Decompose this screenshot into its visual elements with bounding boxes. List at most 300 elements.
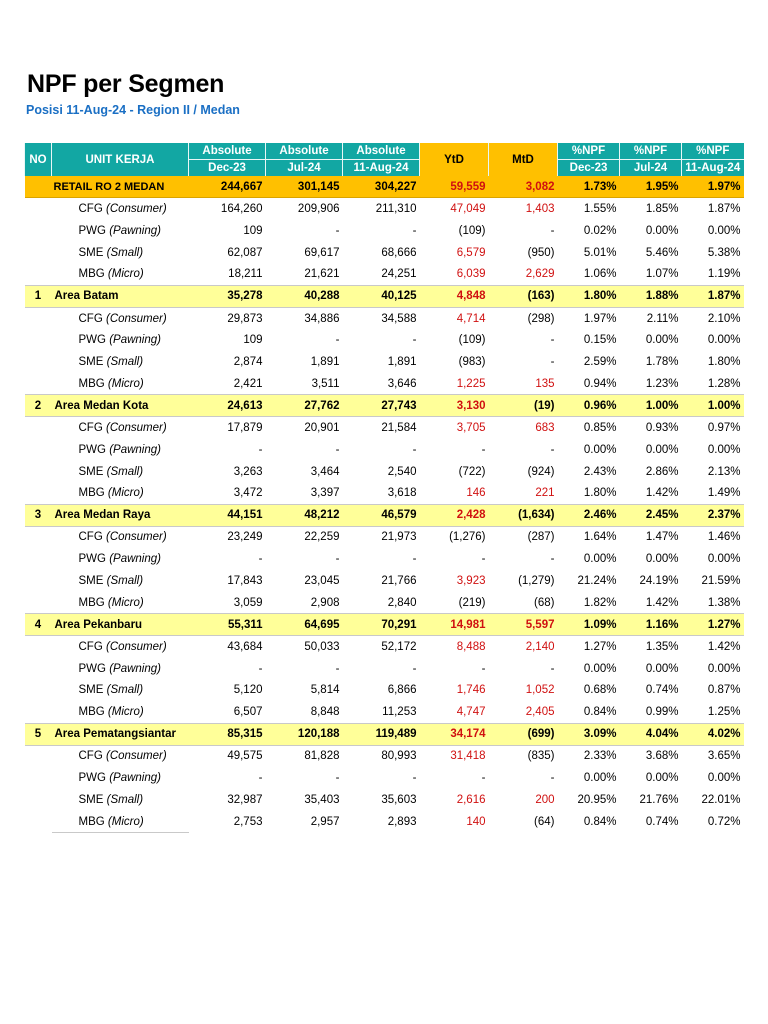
segment-desc: (Micro) [107, 377, 144, 390]
cell-abs-dec: 2,874 [233, 356, 263, 369]
segment-desc: (Small) [106, 465, 144, 478]
cell-abs-jul: - [335, 443, 340, 456]
cell-abs-jul: - [335, 771, 340, 784]
segment-row [25, 351, 744, 373]
retail-total-row [25, 176, 744, 198]
header-abs-dec-label: Absolute [189, 143, 266, 160]
cell-abs-jul: 120,188 [266, 723, 343, 745]
cell-npf-jul: 2.45% [620, 504, 682, 526]
cell-npf-aug: 1.80% [707, 356, 741, 369]
segment-code: SME [78, 465, 104, 478]
segment-desc: (Consumer) [105, 531, 167, 544]
cell-abs-dec: 2,421 [233, 377, 263, 390]
segment-code: SME [78, 246, 104, 259]
row-unit-kerja: Area Batam [52, 285, 189, 307]
cell-npf-dec: 20.95% [577, 793, 617, 806]
segment-row [25, 329, 744, 351]
segment-row [25, 570, 744, 592]
segment-code: PWG [78, 662, 106, 675]
cell-npf-jul: 2.86% [645, 465, 679, 478]
cell-npf-dec: 1.27% [583, 640, 617, 653]
row-no [25, 570, 52, 592]
segment-code: SME [78, 574, 104, 587]
row-no [25, 264, 52, 286]
cell-ytd: 3,923 [456, 574, 486, 587]
cell-npf-aug: 2.10% [707, 312, 741, 325]
cell-mtd: (163) [489, 285, 558, 307]
cell-abs-aug: 70,291 [343, 614, 420, 636]
row-unit-kerja [52, 351, 189, 373]
cell-npf-aug: 0.00% [707, 553, 741, 566]
cell-npf-aug: 1.42% [707, 640, 741, 653]
cell-npf-aug: 1.97% [682, 176, 744, 198]
cell-npf-aug: 0.97% [707, 421, 741, 434]
header-npf-jul: Jul-24 [620, 160, 682, 177]
segment-row [25, 461, 744, 483]
header-abs-aug: 11-Aug-24 [343, 160, 420, 177]
table-header [25, 143, 744, 176]
cell-ytd: 4,747 [456, 706, 486, 719]
segment-desc: (Pawning) [109, 224, 161, 237]
row-unit-kerja: Area Pekanbaru [52, 614, 189, 636]
row-unit-kerja [52, 242, 189, 264]
row-unit-kerja [52, 636, 189, 658]
cell-mtd: - [550, 356, 555, 369]
segment-row [25, 439, 744, 461]
cell-npf-aug: 1.38% [707, 596, 741, 609]
cell-abs-aug: 24,251 [381, 268, 417, 281]
cell-npf-aug: 0.00% [707, 771, 741, 784]
cell-abs-aug: 27,743 [343, 395, 420, 417]
cell-ytd: - [481, 443, 486, 456]
cell-abs-jul: 209,906 [297, 203, 340, 216]
cell-abs-jul: 27,762 [266, 395, 343, 417]
row-unit-kerja: Area Medan Raya [52, 504, 189, 526]
cell-ytd: - [481, 771, 486, 784]
segment-code: CFG [78, 312, 103, 325]
cell-abs-aug: 21,584 [381, 421, 417, 434]
header-npf-dec-label: %NPF [558, 143, 620, 160]
cell-abs-dec: 5,120 [233, 684, 263, 697]
row-unit-kerja [52, 220, 189, 242]
segment-row [25, 679, 744, 701]
cell-npf-aug: 1.46% [707, 531, 741, 544]
header-abs-dec: Dec-23 [189, 160, 266, 177]
cell-abs-aug: 34,588 [381, 312, 417, 325]
cell-ytd: 47,049 [450, 203, 486, 216]
cell-abs-dec: 18,211 [228, 268, 263, 281]
segment-code: MBG [78, 706, 105, 719]
cell-ytd: 59,559 [420, 176, 489, 198]
cell-abs-jul: 48,212 [266, 504, 343, 526]
cell-npf-jul: 1.95% [620, 176, 682, 198]
cell-abs-jul: 34,886 [304, 312, 340, 325]
cell-abs-aug: 35,603 [381, 793, 417, 806]
cell-npf-aug: 1.49% [707, 487, 741, 500]
cell-npf-jul: 0.00% [645, 662, 679, 675]
row-unit-kerja [52, 745, 189, 767]
cell-ytd: 34,174 [420, 723, 489, 745]
row-unit-kerja [52, 373, 189, 395]
row-unit-kerja: Area Pematangsiantar [52, 723, 189, 745]
cell-mtd: - [550, 224, 555, 237]
cell-npf-dec: 0.96% [558, 395, 620, 417]
row-unit-kerja [52, 548, 189, 570]
row-unit-kerja [52, 307, 189, 329]
cell-abs-jul: 3,511 [311, 377, 340, 390]
cell-abs-jul: - [335, 662, 340, 675]
cell-mtd: 135 [535, 377, 555, 390]
cell-ytd: (722) [458, 465, 486, 478]
cell-npf-dec: 2.33% [583, 750, 617, 763]
segment-row [25, 242, 744, 264]
row-no: 1 [25, 285, 52, 307]
cell-npf-jul: 1.47% [645, 531, 679, 544]
cell-abs-dec: 55,311 [189, 614, 266, 636]
cell-abs-dec: 109 [243, 224, 263, 237]
cell-abs-jul: 81,828 [304, 750, 340, 763]
row-unit-kerja [52, 461, 189, 483]
cell-ytd: (983) [458, 356, 486, 369]
segment-desc: (Pawning) [109, 334, 161, 347]
cell-npf-dec: 1.80% [558, 285, 620, 307]
segment-row [25, 636, 744, 658]
segment-row [25, 548, 744, 570]
cell-npf-aug: 0.72% [707, 815, 741, 828]
cell-mtd: 683 [535, 421, 555, 434]
cell-npf-dec: 1.06% [583, 268, 617, 281]
row-no [25, 701, 52, 723]
area-row [25, 614, 744, 636]
cell-abs-jul: 69,617 [304, 246, 340, 259]
segment-row [25, 264, 744, 286]
row-unit-kerja [52, 767, 189, 789]
cell-abs-dec: 29,873 [227, 312, 263, 325]
cell-npf-dec: 1.64% [583, 531, 617, 544]
cell-ytd: 14,981 [420, 614, 489, 636]
cell-npf-dec: 0.15% [583, 334, 617, 347]
segment-desc: (Consumer) [105, 203, 167, 216]
header-npf-aug-label: %NPF [682, 143, 744, 160]
cell-abs-dec: 62,087 [227, 246, 263, 259]
area-row [25, 723, 744, 745]
cell-ytd: (109) [458, 224, 486, 237]
segment-desc: (Small) [106, 574, 144, 587]
header-unit-kerja: UNIT KERJA [52, 143, 189, 176]
row-unit-kerja: RETAIL RO 2 MEDAN [52, 176, 189, 198]
cell-npf-dec: 1.73% [558, 176, 620, 198]
cell-abs-dec: 43,684 [227, 640, 263, 653]
cell-abs-jul: 35,403 [304, 793, 340, 806]
cell-npf-dec: 0.84% [583, 815, 617, 828]
cell-ytd: 4,848 [420, 285, 489, 307]
row-no [25, 526, 52, 548]
cell-mtd: 2,405 [525, 706, 555, 719]
header-abs-aug-label: Absolute [343, 143, 420, 160]
segment-row [25, 417, 744, 439]
cell-abs-dec: 49,575 [227, 750, 263, 763]
row-no [25, 198, 52, 220]
cell-npf-aug: 3.65% [707, 750, 741, 763]
cell-abs-aug: 40,125 [343, 285, 420, 307]
segment-code: MBG [78, 815, 105, 828]
segment-code: SME [78, 793, 104, 806]
cell-npf-jul: 0.00% [645, 224, 679, 237]
row-unit-kerja [52, 198, 189, 220]
row-no [25, 220, 52, 242]
segment-desc: (Pawning) [109, 662, 161, 675]
cell-abs-jul: 20,901 [304, 421, 340, 434]
cell-npf-aug: 21.59% [701, 574, 741, 587]
header-no: NO [25, 143, 52, 176]
segment-code: MBG [78, 596, 105, 609]
cell-npf-dec: 2.43% [583, 465, 617, 478]
segment-row [25, 198, 744, 220]
row-no [25, 417, 52, 439]
cell-mtd: (298) [527, 312, 555, 325]
segment-code: SME [78, 356, 104, 369]
cell-npf-dec: 2.59% [583, 356, 617, 369]
segment-row [25, 701, 744, 723]
cell-abs-dec: 24,613 [189, 395, 266, 417]
cell-npf-jul: 1.78% [645, 356, 679, 369]
row-no [25, 658, 52, 680]
cell-abs-jul: 50,033 [304, 640, 340, 653]
cell-abs-jul: 22,259 [304, 531, 340, 544]
header-abs-jul-label: Absolute [266, 143, 343, 160]
header-npf-dec: Dec-23 [558, 160, 620, 177]
area-row [25, 395, 744, 417]
cell-npf-jul: 0.00% [645, 553, 679, 566]
cell-abs-aug: 21,766 [381, 574, 417, 587]
cell-abs-dec: - [258, 553, 263, 566]
cell-npf-jul: 1.42% [645, 596, 679, 609]
cell-ytd: 4,714 [456, 312, 486, 325]
segment-row [25, 482, 744, 504]
row-no [25, 679, 52, 701]
cell-mtd: - [550, 443, 555, 456]
segment-row [25, 745, 744, 767]
cell-npf-aug: 1.25% [707, 706, 741, 719]
segment-code: MBG [78, 268, 105, 281]
cell-abs-dec: 44,151 [189, 504, 266, 526]
row-no [25, 373, 52, 395]
row-no [25, 811, 52, 833]
cell-npf-dec: 0.85% [583, 421, 617, 434]
cell-abs-dec: 2,753 [233, 815, 263, 828]
cell-abs-dec: - [258, 443, 263, 456]
segment-code: CFG [78, 750, 103, 763]
segment-code: PWG [78, 224, 106, 237]
segment-code: PWG [78, 771, 106, 784]
segment-desc: (Micro) [107, 268, 144, 281]
cell-npf-dec: 0.00% [583, 553, 617, 566]
cell-ytd: (1,276) [449, 531, 486, 544]
cell-abs-jul: 8,848 [310, 706, 340, 719]
cell-abs-dec: 3,472 [233, 487, 263, 500]
cell-npf-aug: 1.00% [682, 395, 744, 417]
cell-npf-dec: 1.82% [583, 596, 617, 609]
cell-abs-jul: - [335, 553, 340, 566]
cell-abs-aug: 21,973 [381, 531, 417, 544]
row-no [25, 329, 52, 351]
cell-abs-aug: 68,666 [381, 246, 417, 259]
cell-abs-jul: 40,288 [266, 285, 343, 307]
cell-abs-dec: 23,249 [227, 531, 263, 544]
cell-ytd: 6,579 [456, 246, 486, 259]
segment-code: PWG [78, 334, 106, 347]
segment-desc: (Micro) [107, 706, 144, 719]
row-unit-kerja [52, 482, 189, 504]
cell-abs-aug: - [412, 771, 417, 784]
cell-abs-jul: 23,045 [304, 574, 340, 587]
cell-npf-dec: 0.02% [583, 224, 617, 237]
segment-desc: (Micro) [107, 815, 144, 828]
cell-npf-aug: 2.37% [682, 504, 744, 526]
cell-abs-dec: 3,263 [233, 465, 263, 478]
cell-abs-aug: 52,172 [381, 640, 417, 653]
segment-desc: (Small) [106, 356, 144, 369]
cell-mtd: - [550, 334, 555, 347]
header-abs-jul: Jul-24 [266, 160, 343, 177]
cell-npf-dec: 0.94% [583, 377, 617, 390]
cell-mtd: (1,634) [489, 504, 558, 526]
cell-npf-aug: 1.28% [707, 377, 741, 390]
cell-mtd: (68) [534, 596, 555, 609]
cell-abs-aug: 3,618 [387, 487, 417, 500]
cell-npf-aug: 22.01% [701, 793, 741, 806]
segment-row [25, 307, 744, 329]
cell-abs-aug: 11,253 [382, 706, 417, 719]
cell-abs-dec: 17,843 [227, 574, 263, 587]
cell-ytd: (219) [458, 596, 486, 609]
cell-mtd: (950) [527, 246, 555, 259]
segment-row [25, 811, 744, 833]
cell-abs-aug: 1,891 [387, 356, 417, 369]
segment-desc: (Consumer) [105, 421, 167, 434]
cell-npf-aug: 4.02% [682, 723, 744, 745]
row-unit-kerja [52, 417, 189, 439]
segment-code: PWG [78, 553, 106, 566]
cell-ytd: 3,705 [456, 421, 486, 434]
cell-abs-dec: - [258, 662, 263, 675]
row-no [25, 548, 52, 570]
segment-row [25, 767, 744, 789]
segment-row [25, 220, 744, 242]
cell-npf-dec: 0.84% [583, 706, 617, 719]
cell-abs-aug: - [412, 334, 417, 347]
cell-abs-aug: 2,893 [387, 815, 417, 828]
header-mtd: MtD [489, 143, 558, 176]
row-unit-kerja [52, 658, 189, 680]
cell-npf-aug: 0.00% [707, 334, 741, 347]
cell-abs-jul: - [335, 224, 340, 237]
cell-npf-jul: 5.46% [645, 246, 679, 259]
cell-abs-dec: 164,260 [220, 203, 263, 216]
cell-npf-dec: 1.97% [583, 312, 617, 325]
cell-abs-jul: 3,397 [310, 487, 340, 500]
row-no [25, 461, 52, 483]
segment-code: SME [78, 684, 104, 697]
cell-npf-jul: 1.23% [645, 377, 679, 390]
cell-abs-jul: - [335, 334, 340, 347]
cell-abs-jul: 301,145 [266, 176, 343, 198]
cell-npf-jul: 0.00% [645, 334, 679, 347]
cell-ytd: - [481, 662, 486, 675]
cell-ytd: 140 [466, 815, 486, 828]
cell-npf-dec: 1.09% [558, 614, 620, 636]
cell-mtd: (835) [527, 750, 555, 763]
cell-abs-dec: 85,315 [189, 723, 266, 745]
cell-npf-dec: 2.46% [558, 504, 620, 526]
row-unit-kerja [52, 701, 189, 723]
row-no [25, 636, 52, 658]
cell-npf-jul: 0.93% [645, 421, 679, 434]
segment-code: MBG [78, 487, 105, 500]
cell-mtd: 5,597 [489, 614, 558, 636]
cell-mtd: (924) [527, 465, 555, 478]
cell-mtd: - [550, 553, 555, 566]
cell-ytd: 31,418 [450, 750, 486, 763]
cell-abs-aug: 2,540 [387, 465, 417, 478]
cell-npf-dec: 1.80% [583, 487, 617, 500]
cell-mtd: 1,052 [525, 684, 555, 697]
cell-npf-dec: 3.09% [558, 723, 620, 745]
cell-npf-jul: 1.35% [645, 640, 679, 653]
cell-abs-jul: 2,908 [310, 596, 340, 609]
cell-abs-dec: 35,278 [189, 285, 266, 307]
cell-abs-aug: - [412, 662, 417, 675]
cell-npf-jul: 1.07% [645, 268, 679, 281]
cell-npf-aug: 0.00% [707, 662, 741, 675]
segment-desc: (Micro) [107, 487, 144, 500]
cell-abs-aug: 119,489 [343, 723, 420, 745]
area-row [25, 285, 744, 307]
segment-code: PWG [78, 443, 106, 456]
cell-abs-dec: 244,667 [189, 176, 266, 198]
row-unit-kerja [52, 439, 189, 461]
header-npf-jul-label: %NPF [620, 143, 682, 160]
segment-desc: (Pawning) [109, 443, 161, 456]
row-no [25, 592, 52, 614]
row-unit-kerja [52, 811, 189, 833]
cell-npf-aug: 1.19% [707, 268, 741, 281]
cell-abs-aug: 46,579 [343, 504, 420, 526]
segment-row [25, 658, 744, 680]
row-unit-kerja [52, 570, 189, 592]
cell-abs-aug: 304,227 [343, 176, 420, 198]
area-row [25, 504, 744, 526]
table-body [25, 176, 744, 833]
cell-abs-aug: 211,310 [375, 203, 417, 216]
segment-row [25, 592, 744, 614]
cell-npf-aug: 1.87% [682, 285, 744, 307]
cell-abs-dec: 3,059 [233, 596, 263, 609]
cell-npf-aug: 2.13% [707, 465, 741, 478]
cell-mtd: 3,082 [489, 176, 558, 198]
cell-abs-dec: 32,987 [227, 793, 263, 806]
cell-abs-jul: 1,891 [310, 356, 340, 369]
cell-npf-aug: 1.87% [707, 203, 741, 216]
cell-ytd: 1,746 [456, 684, 486, 697]
cell-ytd: 1,225 [456, 377, 486, 390]
cell-mtd: (64) [534, 815, 555, 828]
row-no [25, 789, 52, 811]
cell-abs-aug: 6,866 [387, 684, 417, 697]
row-no [25, 767, 52, 789]
cell-mtd: (287) [527, 531, 555, 544]
cell-abs-dec: 109 [243, 334, 263, 347]
